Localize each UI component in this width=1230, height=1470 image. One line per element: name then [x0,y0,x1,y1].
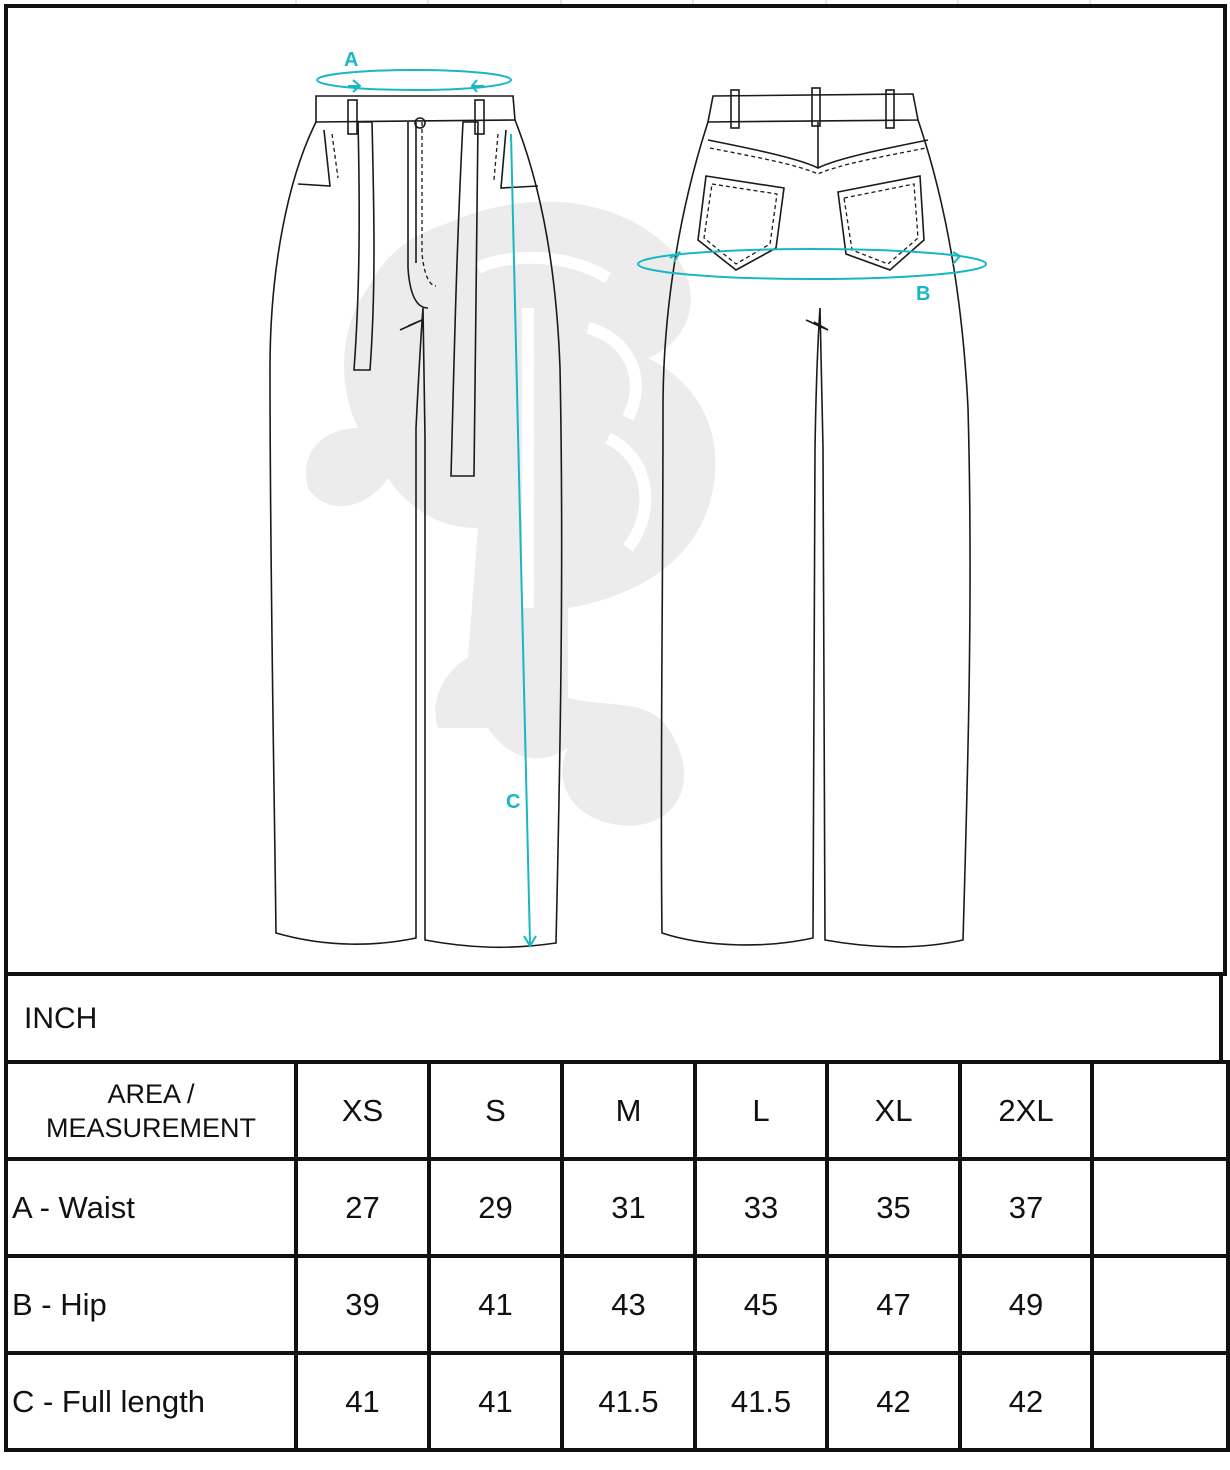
table-row [6,1159,1228,1256]
row-label-waist: A - Waist [6,1159,296,1256]
header-area-measurement [6,1062,296,1159]
header-size-2xl: 2XL [960,1062,1092,1159]
table-cell: 45 [695,1256,827,1353]
row-label-hip: B - Hip [6,1256,296,1353]
measure-label-a: A [344,49,359,71]
table-cell: 35 [827,1159,960,1256]
table-cell: 42 [960,1353,1092,1450]
measure-label-c: C [506,791,521,813]
pants-diagram [8,8,1223,976]
row-label-full-length: C - Full length [6,1353,296,1450]
header-area-line2: MEASUREMENT [45,1112,256,1143]
table-cell: 31 [562,1159,695,1256]
table-cell: 43 [562,1256,695,1353]
table-cell [1092,1353,1228,1450]
header-area-line1: AREA / [107,1078,195,1109]
header-size-xl: XL [827,1062,960,1159]
table-cell: 41 [429,1256,562,1353]
table-cell: 33 [695,1159,827,1256]
header-size-s: S [429,1062,562,1159]
table-cell: 37 [960,1159,1092,1256]
table-row [6,1353,1228,1450]
header-size-xs: XS [296,1062,429,1159]
table-cell: 41.5 [562,1353,695,1450]
table-cell: 29 [429,1159,562,1256]
measure-label-b: B [916,283,931,305]
table-cell [1092,1159,1228,1256]
header-size-l: L [695,1062,827,1159]
size-chart-table [4,1060,1230,1452]
table-row [6,1256,1228,1353]
header-empty [1092,1062,1228,1159]
table-cell: 41 [429,1353,562,1450]
table-cell: 49 [960,1256,1092,1353]
table-cell: 41 [296,1353,429,1450]
table-cell: 27 [296,1159,429,1256]
table-cell: 39 [296,1256,429,1353]
table-cell [1092,1256,1228,1353]
table-cell: 47 [827,1256,960,1353]
table-cell: 41.5 [695,1353,827,1450]
unit-label: INCH [24,1002,98,1035]
watermark-logo [306,202,715,826]
unit-row [4,972,1223,1060]
table-cell: 42 [827,1353,960,1450]
header-size-m: M [562,1062,695,1159]
table-header-row [6,1062,1228,1159]
